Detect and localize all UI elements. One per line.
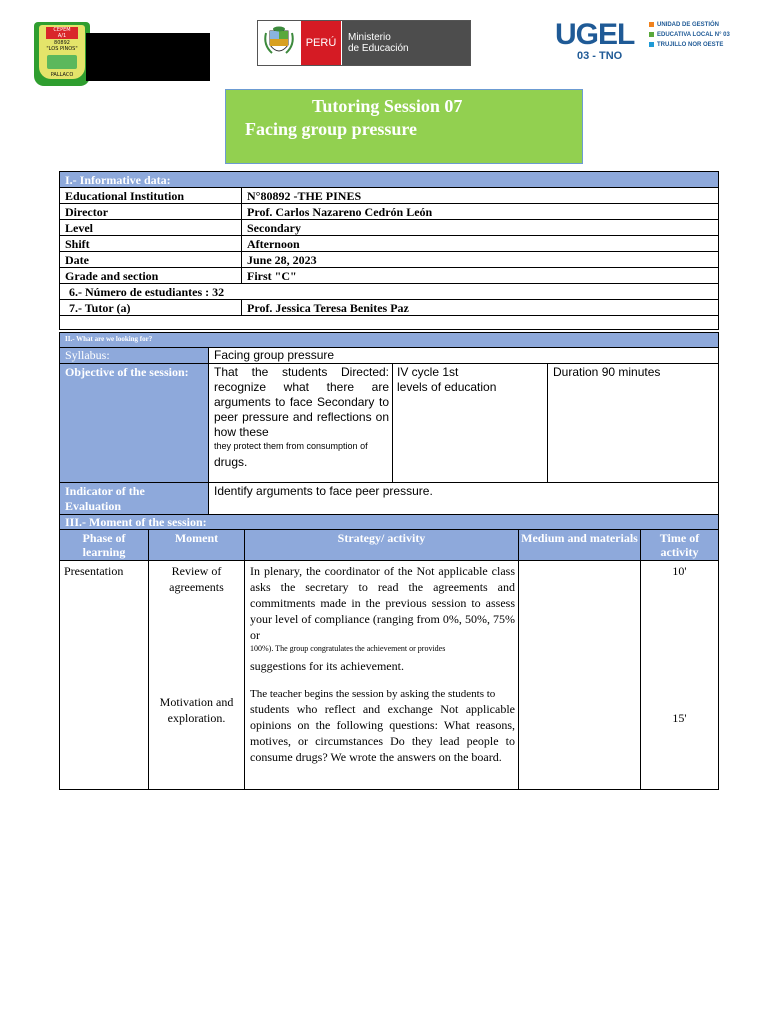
strategy-review: In plenary, the coordinator of the Not applicable class asks the secretary to read the agreements and commitments made in the previous session to assess your level of compliance (ranging from 0%, 50%, 75% or <box>250 564 515 642</box>
ugel-wordmark: UGEL <box>555 18 635 51</box>
ugel-line-1: UNIDAD DE GESTIÓN <box>657 22 720 28</box>
row-label: Educational Institution <box>60 188 242 204</box>
row-value: N°80892 -THE PINES <box>242 188 719 204</box>
strategy-review-end: suggestions for its achievement. <box>250 659 404 673</box>
col-strategy: Strategy/ activity <box>245 530 519 561</box>
objective-level <box>393 364 548 483</box>
ugel-line-2: EDUCATIVA LOCAL N° 03 <box>657 32 730 38</box>
strategy-review-small: 100%). The group congratulates the achievement or provides <box>250 644 446 653</box>
school-logo <box>34 22 90 86</box>
tutor-label: 7.- Tutor (a) <box>60 300 242 316</box>
objective-text-small: they protect them from consumption of <box>214 441 368 451</box>
objective-text-end: drugs. <box>214 455 248 469</box>
moment-cell <box>149 561 245 790</box>
book-icon <box>47 55 77 69</box>
ministry-label <box>342 21 470 65</box>
row-label: Date <box>60 252 242 268</box>
row-label: Director <box>60 204 242 220</box>
strategy-motivation-intro: The teacher begins the session by asking the students to <box>250 688 496 700</box>
redacted-block <box>86 33 210 81</box>
session-title: Tutoring Session 07 <box>312 96 463 116</box>
col-moment: Moment <box>149 530 245 561</box>
row-label: Grade and section <box>60 268 242 284</box>
ugel-code: 03 - TNO <box>577 50 623 62</box>
row-value: June 28, 2023 <box>242 252 719 268</box>
objective-cycle: IV cycle 1st <box>397 365 459 379</box>
peru-coat-of-arms-icon <box>260 23 298 61</box>
logo-text-5: PALLACO <box>50 72 74 78</box>
students-count: 6.- Número de estudiantes : 32 <box>60 284 719 300</box>
phase-cell: Presentation <box>60 561 149 790</box>
row-label: Level <box>60 220 242 236</box>
strategy-motivation: students who reflect and exchange Not applicable opinions on the following questions: What reasons, motives, or circumstances Do they lead people to consume drugs? We wrote the answers on the board. <box>250 702 515 764</box>
time-cell <box>641 561 719 790</box>
moment-table <box>59 514 719 790</box>
ugel-lines <box>649 20 730 50</box>
logo-text-3: 80892 <box>54 40 70 46</box>
looking-for-heading: II.- What are we looking for? <box>60 333 719 348</box>
informative-heading: I.- Informative data: <box>60 172 719 188</box>
logo-text-4: "LOS PINOS" <box>46 46 78 52</box>
row-value: First "C" <box>242 268 719 284</box>
logo-text-2: A/1 <box>57 33 67 39</box>
ugel-logo <box>555 18 745 66</box>
syllabus-label: Syllabus: <box>60 348 209 364</box>
row-value: Secondary <box>242 220 719 236</box>
informative-table <box>59 171 719 330</box>
ministry-line-2: de Educación <box>348 43 409 54</box>
tutor-value: Prof. Jessica Teresa Benites Paz <box>242 300 719 316</box>
objective-levels: levels of education <box>397 380 497 394</box>
looking-for-table <box>59 332 719 516</box>
ugel-line-3: TRUJILLO NOR OESTE <box>657 42 724 48</box>
syllabus-value: Facing group pressure <box>209 348 719 364</box>
time-review: 10' <box>672 564 687 578</box>
duration: Duration 90 minutes <box>548 364 719 483</box>
col-time: Time of activity <box>641 530 719 561</box>
strategy-cell <box>245 561 519 790</box>
objective-text-main: That the students Directed: recognize what there are arguments to face Secondary to peer pressure and reflections on how these <box>214 365 389 439</box>
indicator-value: Identify arguments to face peer pressure. <box>209 483 719 516</box>
title-box <box>225 89 583 164</box>
ministry-logo <box>257 20 471 66</box>
moment-heading: III.- Moment of the session: <box>60 515 719 530</box>
materials-cell <box>519 561 641 790</box>
row-value: Prof. Carlos Nazareno Cedrón León <box>242 204 719 220</box>
logo-text-1: CEPEM <box>53 27 71 33</box>
objective-label: Objective of the session: <box>60 364 209 483</box>
peru-label: PERÚ <box>301 21 341 65</box>
row-label: Shift <box>60 236 242 252</box>
session-subtitle: Facing group pressure <box>245 119 418 139</box>
col-phase: Phase of learning <box>60 530 149 561</box>
moment-motivation: Motivation and exploration. <box>159 695 234 725</box>
ministry-line-1: Ministerio <box>348 32 391 43</box>
objective-text <box>209 364 393 483</box>
indicator-label: Indicator of the Evaluation <box>60 483 209 516</box>
col-materials: Medium and materials <box>519 530 641 561</box>
time-motivation: 15' <box>672 711 687 725</box>
moment-review: Review of agreements <box>169 564 224 594</box>
empty-row <box>60 316 719 330</box>
row-value: Afternoon <box>242 236 719 252</box>
